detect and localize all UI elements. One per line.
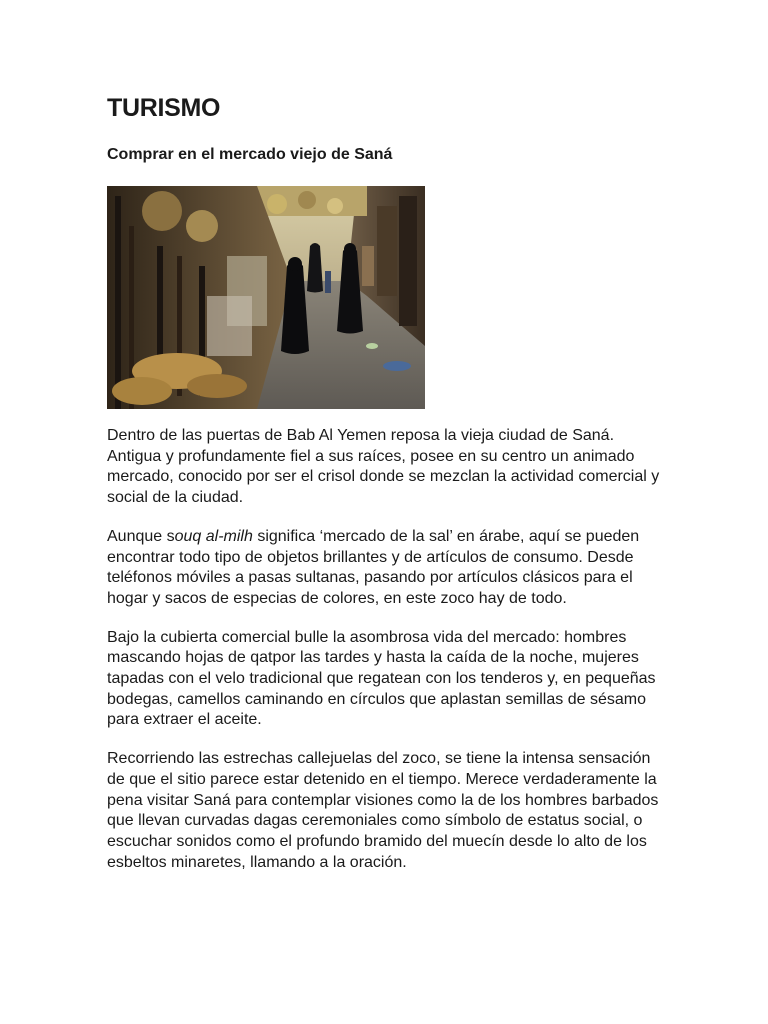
document-page xyxy=(107,92,667,873)
article-subtitle: Comprar en el mercado viejo de Saná xyxy=(107,146,393,163)
market-photo xyxy=(107,186,425,409)
paragraph-intro: Dentro de las puertas de Bab Al Yemen reposa la vieja ciudad de Saná. Antigua y profundamente fiel a sus raíces, posee en su centro un animado mercado, conocido por ser el crisol donde se mezclan la actividad comercial y social de la ciudad. xyxy=(107,427,660,507)
paragraph-alleys: Recorriendo las estrechas callejuelas del zoco, se tiene la intensa sensación de que el sitio parece estar detenido en el tiempo. Merece verdaderamente la pena visitar Saná para contemplar visiones como la de los hombres barbados que llevan curvadas dagas ceremoniales como símbolo de estatus social, o escuchar sonidos como el profundo bramido del muecín desde lo alto de los esbeltos minaretes, llamando a la oración. xyxy=(107,750,659,871)
paragraph-souq-text-before: Aunque s xyxy=(107,527,175,545)
paragraph-souq-italic-term: ouq al-milh xyxy=(174,527,253,545)
market-photo-graphic xyxy=(107,186,425,409)
paragraph-souq-text-after: significa ‘mercado de la sal’ en árabe, aquí se pueden encontrar todo tipo de objetos brillantes y de artículos de consumo. Desde teléfonos móviles a pasas sultanas, pasando por artículos clásicos para el hogar y sacos de especias de colores, en este zoco hay de todo. xyxy=(107,527,640,607)
paragraph-souq xyxy=(107,527,667,610)
paragraph-market-life: Bajo la cubierta comercial bulle la asombrosa vida del mercado: hombres mascando hojas de qatpor las tardes y hasta la caída de la noche, mujeres tapadas con el velo tradicional que regatean con los tenderos y, en pequeñas bodegas, camellos caminando en círculos que aplastan semillas de sésamo para extraer el aceite. xyxy=(107,628,656,729)
page-title: TURISMO xyxy=(107,94,221,122)
